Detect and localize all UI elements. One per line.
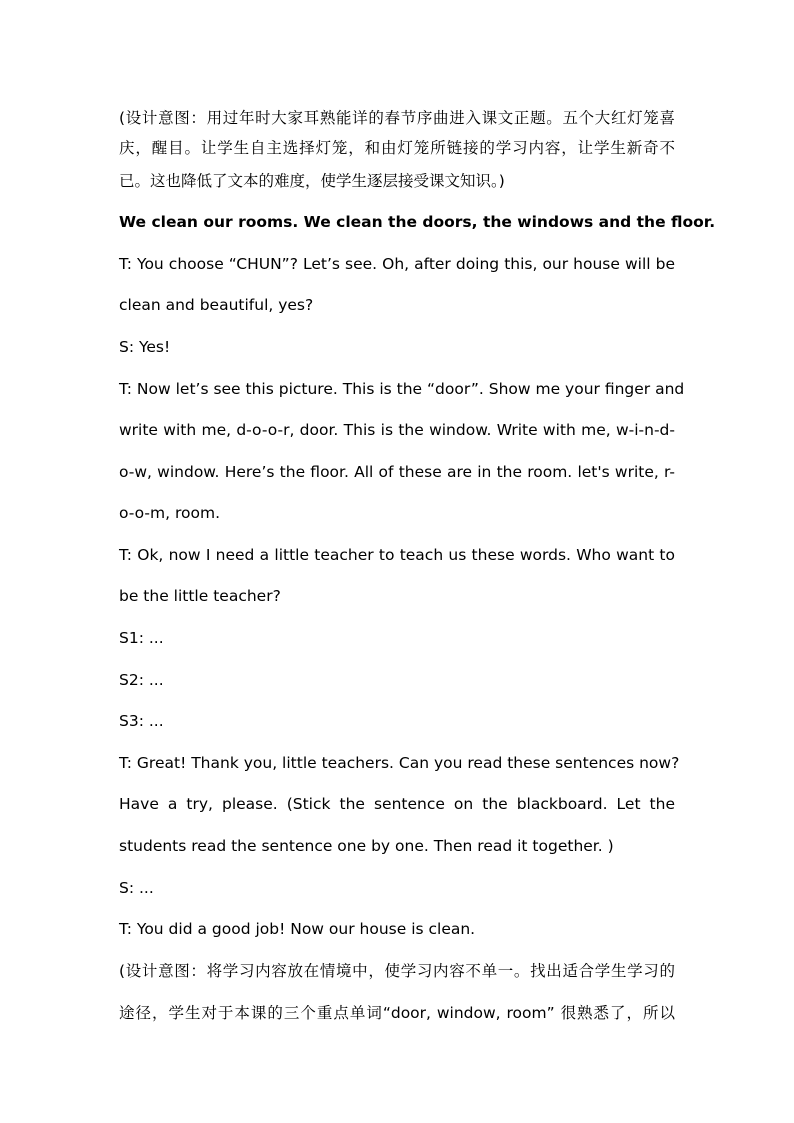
teacher-line: T: Now let’s see this picture. This is the “door”. Show me your finger and [119,380,685,398]
student-line: S: Yes! [119,338,171,356]
teacher-line: T: Ok, now I need a little teacher to teach us these words. Who want to [119,546,675,564]
teacher-line: students read the sentence one by one. Then read it together. ) [119,837,614,855]
student-line: S3: ... [119,712,164,730]
student-line: S1: ... [119,629,164,647]
teacher-line: T: You did a good job! Now our house is clean. [119,920,476,938]
design-intent-note-line-1: (设计意图：用过年时大家耳熟能详的春节序曲进入课文正题。五个大红灯笼喜 [119,109,675,127]
teacher-line: o-o-m, room. [119,504,220,522]
teacher-line: T: You choose “CHUN”? Let’s see. Oh, after doing this, our house will be [119,255,675,273]
design-intent-note-line-2: 途径，学生对于本课的三个重点单词“door, window, room” 很熟悉了，所以 [119,1004,675,1022]
teacher-line: write with me, d-o-o-r, door. This is the window. Write with me, w-i-n-d- [119,421,675,439]
student-line: S: ... [119,879,154,897]
teacher-line: Have a try, please. (Stick the sentence on the blackboard. Let the [119,795,675,813]
lesson-sentence: We clean our rooms. We clean the doors, the windows and the floor. [119,213,716,231]
design-intent-note-line-1: (设计意图：将学习内容放在情境中，使学习内容不单一。找出适合学生学习的 [119,962,675,980]
design-intent-note-line-2: 庆，醒目。让学生自主选择灯笼，和由灯笼所链接的学习内容，让学生新奇不 [119,139,675,157]
teacher-line: be the little teacher? [119,587,281,605]
teacher-line: T: Great! Thank you, little teachers. Can you read these sentences now? [119,754,680,772]
teacher-line: o-w, window. Here’s the floor. All of these are in the room. let's write, r- [119,463,675,481]
design-intent-note-line-3: 已。这也降低了文本的难度，使学生逐层接受课文知识。) [119,172,505,190]
student-line: S2: ... [119,671,164,689]
teacher-line: clean and beautiful, yes? [119,296,314,314]
